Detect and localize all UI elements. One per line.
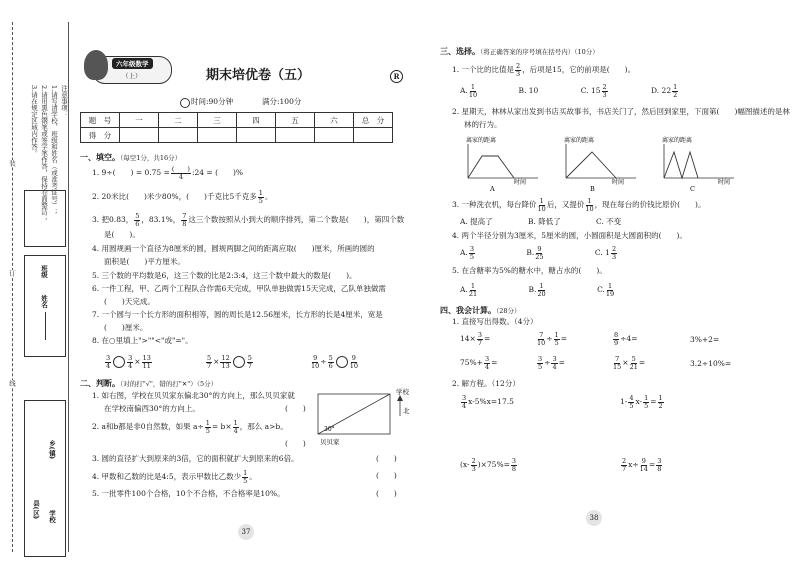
calc-1: 14× $\frac{3}{7}$ = (460, 331, 491, 347)
volume-label: （上） (122, 72, 142, 80)
graph-a (462, 134, 552, 192)
graph-xlabel: 时间 (612, 179, 625, 186)
cut-mark-3: 线 (8, 380, 16, 387)
graph-xlabel: 时间 (514, 179, 527, 186)
s1-compare-3: $\frac{9}{10}$ ÷ $\frac{5}{6}$ $\frac{9}{10}$ (311, 354, 358, 370)
page-title: 期末培优卷（五） (206, 68, 311, 83)
s2-q2: 2. a和b都是非0自然数，如果 a÷ $\frac{1}{5}$ = b× $\frac{1}{4}$ ，那么 a>b。 (92, 419, 288, 435)
graph-option-label: B (590, 185, 595, 192)
s3-q3-opt-b[interactable]: B. 降低了 (528, 217, 561, 226)
calc-7: $\frac{7}{15}$ × $\frac{5}{21}$ = (613, 355, 646, 371)
compare-circle[interactable] (336, 356, 348, 368)
s3-q3: 3. 一种洗衣机，每台降价 $\frac{1}{10}$ 后，又提价 $\frac{1}{10}$ ，现在每台的价钱比原价( )。 (452, 197, 706, 213)
school-label: 学校 (48, 510, 56, 523)
score-table (80, 112, 393, 143)
score-cell: 四 (237, 113, 276, 128)
s1-q6: 6. 一件工程，甲、乙两个工程队合作需6天完成，甲队单独做需15天完成，乙队单独做需 (92, 284, 386, 293)
s1-q7: 7. 一个圆与一个长方形的面积相等，圆的周长是12.56厘米，长方形的长是4厘米，宽是 (92, 310, 383, 319)
s3-q2: 2. 星期天，林林从家出发到书店买故事书，书店关门了，然后回到家里，下面第( )幅图描述的是林 (452, 107, 790, 116)
info-box-student (24, 255, 66, 357)
score-cell: 六 (315, 113, 354, 128)
section-1-title: 一、填空。（每空1分，共16分） (80, 152, 182, 162)
s3-q4: 4. 两个半径分别为3厘米，5厘米的圆，小圆面积是大圆面积的( )。 (452, 231, 687, 240)
s1-q1: 1. 9÷( ) = 0.75 = $\frac{( )}{4}$ :24 = ( )% (92, 165, 244, 181)
score-cell[interactable] (120, 128, 159, 143)
s1-q7-cont: ( )厘米。 (104, 323, 148, 332)
s2-q3: 3. 圆的直径扩大到原来的3倍，它的面积就扩大到原来的6倍。 (92, 454, 299, 463)
page-number-left: 37 (238, 524, 254, 540)
s3-q4-opts: A. $\frac{3}{5}$ B. $\frac{9}{25}$ C. 1 $\frac{2}{3}$ (460, 245, 617, 261)
score-cell[interactable] (315, 128, 354, 143)
score-cell[interactable] (354, 128, 393, 143)
equation-4: $\frac{2}{7}$ x÷ $\frac{9}{14}$ = $\frac{3}{8}$ (622, 457, 662, 473)
s4-sub1: 1. 直接写出得数。（4分） (452, 317, 538, 326)
s2-q1: 1. 如右图，学校在贝贝家东偏北30°的方向上，那么贝贝家就 (92, 391, 295, 400)
s3-q1: 1. 一个比的比值是 $\frac{2}{3}$ ，后项是15，它的前项是( )。 (452, 62, 636, 78)
s2-q4-paren[interactable]: ( ) (376, 471, 397, 480)
graph-b (560, 134, 650, 192)
graph-ylabel: 离家的距离 (466, 137, 497, 144)
graph-option-label: C (690, 185, 695, 192)
score-cell: 题 号 (81, 113, 120, 128)
name-label: 姓名 (40, 295, 48, 308)
binding-note-4: 3.请在规定区域内作答。 (30, 85, 38, 157)
binding-note-2: 1.请写清学校、班级和姓名（或准考证号）； (50, 85, 58, 215)
score-cell: 三 (198, 113, 237, 128)
cut-mark-1: 装 (8, 160, 16, 167)
graph-xlabel: 时间 (718, 179, 731, 186)
score-cell: 总 分 (354, 113, 393, 128)
series-label: 六年级数学 (112, 58, 153, 69)
s1-q6-cont: ( )天完成。 (104, 297, 155, 306)
exam-time: 时间:90分钟 (191, 97, 234, 106)
s1-compare-1: $\frac{3}{4}$ $\frac{3}{4}$ × $\frac{13}{11}$ (106, 354, 151, 370)
equation-3: (x- $\frac{2}{3}$ )×75%= $\frac{3}{8}$ (460, 457, 517, 473)
score-cell: 一 (120, 113, 159, 128)
s2-q1-cont: 在学校南偏西30°的方向上。 (104, 404, 200, 413)
clock-icon (180, 98, 190, 108)
s3-q2-cont: 林的行为。 (464, 120, 502, 129)
s1-compare-2: $\frac{5}{7}$ × $\frac{12}{13}$ $\frac{5}{7}$ (207, 354, 252, 370)
score-table-row (81, 128, 393, 143)
mascot-icon (84, 50, 108, 80)
equation-1: $\frac{3}{4}$ x-5%x=17.5 (462, 394, 514, 410)
s1-q3: 3. 把0.83， $\frac{5}{6}$ ，83.1%， $\frac{7}{8}$ 这三个数按照从小到大的顺序排列，第二个数是( )，第四个数 (92, 212, 405, 228)
s1-q3-cont: 是( )。 (104, 230, 140, 239)
section-2-title: 二、判断。（对的打"√"，错的打"✕"）（5分） (80, 378, 218, 388)
diagram-home-label: 贝贝家 (320, 438, 340, 446)
s3-q3-opt-c[interactable]: C. 不变 (596, 217, 622, 226)
score-cell: 二 (159, 113, 198, 128)
s1-q2: 2. 20米比( )米少80%，( )千克比5千克多 $\frac{1}{5}$ 。 (92, 189, 273, 205)
calc-8: 3.2÷10%= (690, 359, 732, 368)
score-cell: 五 (276, 113, 315, 128)
score-cell[interactable] (198, 128, 237, 143)
edition-badge: R (390, 70, 403, 83)
score-cell[interactable] (276, 128, 315, 143)
s2-q5-paren[interactable]: ( ) (376, 489, 397, 498)
score-cell: 得 分 (81, 128, 120, 143)
direction-diagram (312, 386, 412, 448)
section-3-title: 三、选择。（将正确答案的序号填在括号内）（10分） (440, 46, 599, 56)
calc-3: $\frac{8}{9}$ ÷4= (614, 331, 638, 347)
binding-strip (0, 0, 75, 580)
cut-mark-2: 订 (8, 270, 16, 277)
calc-2: $\frac{7}{10}$ ÷ $\frac{1}{5}$ = (537, 331, 568, 347)
s1-q4: 4. 用圆规画一个直径为8厘米的圆，圆规两脚之间的距离应取( )厘米，所画的圆的 (92, 244, 375, 253)
graph-ylabel: 离家的距离 (564, 137, 595, 144)
diagram-north-label: 北 (403, 407, 410, 415)
info-box-school (24, 400, 66, 557)
compare-circle[interactable] (233, 356, 245, 368)
graph-line (468, 156, 514, 178)
binding-line-outer (12, 22, 14, 552)
score-cell[interactable] (237, 128, 276, 143)
diagram-angle-label: 30° (324, 426, 335, 433)
graph-ylabel: 离家的距离 (662, 137, 693, 144)
graph-line (566, 152, 616, 178)
s1-q4-cont: 面积是( )平方厘米。 (104, 257, 185, 266)
equation-2: 1- $\frac{4}{5}$ x- $\frac{1}{5}$ = $\frac{1}{2}$ (620, 394, 663, 410)
calc-5: 75%+ $\frac{3}{4}$ = (460, 355, 498, 371)
graph-option-label: A (490, 185, 495, 192)
s2-q3-paren[interactable]: ( ) (376, 454, 397, 463)
s2-q4: 4. 甲数和乙数的比是4:5，表示甲数比乙数少 $\frac{1}{5}$ 。 (92, 469, 257, 485)
section-4-title: 四、我会计算。（28分） (440, 305, 521, 315)
exam-score: 满分:100分 (262, 97, 302, 106)
score-cell[interactable] (159, 128, 198, 143)
s3-q1-opts: A. $\frac{1}{10}$ B. 10 C. 15 $\frac{2}{3}$ D. 22 $\frac{1}{2}$ (460, 83, 678, 99)
graph-c (658, 134, 758, 192)
district-label: 县(区) (32, 500, 40, 520)
s1-q5: 5. 三个数的平均数是6，这三个数的比是2:3:4，这三个数中最大的数是( )。 (92, 271, 357, 280)
s2-q1-paren[interactable]: ( ) (285, 404, 306, 413)
town-label: 乡(镇) (48, 440, 56, 460)
s4-sub2: 2. 解方程。（12分） (452, 379, 520, 388)
s2-q5: 5. 一批零件100个合格，10个不合格，不合格率是10%。 (92, 489, 285, 498)
binding-note-3: 2.请用黑色钢笔或签字笔作答，保持卷面整洁； (40, 85, 48, 222)
info-box-notes (24, 190, 66, 247)
graph-line (664, 152, 698, 178)
calc-6: $\frac{3}{5}$ ÷ $\frac{3}{4}$ = (538, 355, 565, 371)
binding-note-1: 注意事项： (60, 85, 68, 118)
s3-q3-opt-a[interactable]: A. 提高了 (460, 217, 493, 226)
calc-4: 3%+2= (690, 335, 720, 344)
score-table-header (81, 113, 393, 128)
s3-q5: 5. 在含糖率为5%的糖水中，糖占水的( )。 (452, 266, 607, 275)
s3-q5-opts: A. $\frac{1}{21}$ B. $\frac{1}{20}$ C. $\frac{1}{19}$ (460, 282, 615, 298)
class-label: 班级 (40, 265, 48, 278)
diagram-school-label: 学校 (396, 388, 409, 396)
s2-q2-paren[interactable]: ( ) (285, 439, 306, 448)
compare-circle[interactable] (113, 356, 125, 368)
page-number-right: 38 (586, 510, 602, 526)
s1-q8: 8. 在○里填上">""<"或"="。 (92, 336, 193, 345)
